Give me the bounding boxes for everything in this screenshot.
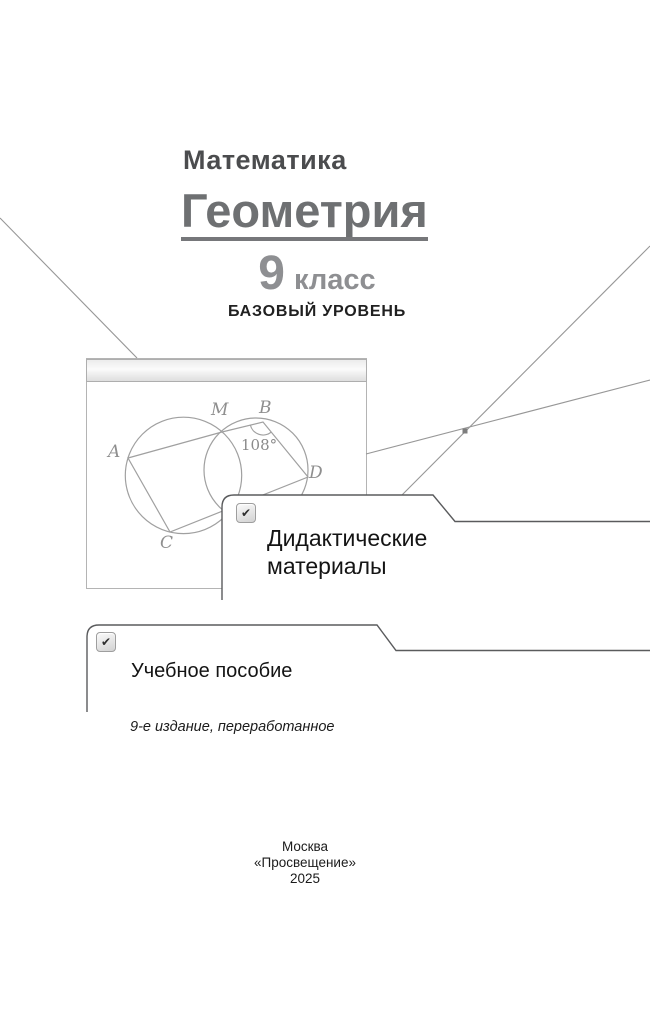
- angle-value-label: 108°: [241, 436, 278, 454]
- series-title: Математика: [183, 145, 347, 175]
- point-label-a: A: [108, 442, 121, 462]
- checkmark-glyph: ✔: [240, 506, 252, 520]
- diagonal-line-topleft: [0, 218, 137, 358]
- diagonal-line-shallow: [366, 380, 650, 454]
- tab1-line2: материалы: [267, 553, 387, 579]
- tab-study-guide: Учебное пособие: [131, 660, 293, 682]
- imprint-city: Москва: [281, 839, 329, 854]
- checkmark-glyph: ✔: [100, 635, 112, 649]
- level-label: БАЗОВЫЙ УРОВЕНЬ: [227, 303, 406, 320]
- publisher-logo-icon: [96, 632, 116, 652]
- grade-word: класс: [294, 264, 376, 296]
- line-intersection-dot: [463, 429, 468, 434]
- edition-note: 9-е издание, переработанное: [130, 719, 335, 735]
- imprint-year: 2025: [289, 871, 321, 886]
- point-label-c: C: [160, 533, 174, 553]
- main-title: Геометрия: [181, 187, 428, 241]
- decorative-lines: [0, 218, 650, 495]
- angle-arc: [250, 425, 271, 435]
- point-label-m: M: [211, 400, 229, 420]
- tab1-line1: Дидактические: [267, 525, 428, 551]
- diagonal-line-steep: [402, 246, 650, 495]
- point-label-d: D: [309, 463, 323, 483]
- publisher-logo-icon: [236, 503, 256, 523]
- tab-didactic-materials: [267, 524, 427, 580]
- grade-number: 9: [258, 247, 285, 300]
- imprint-publisher: «Просвещение»: [254, 855, 356, 870]
- point-label-b: B: [259, 398, 272, 418]
